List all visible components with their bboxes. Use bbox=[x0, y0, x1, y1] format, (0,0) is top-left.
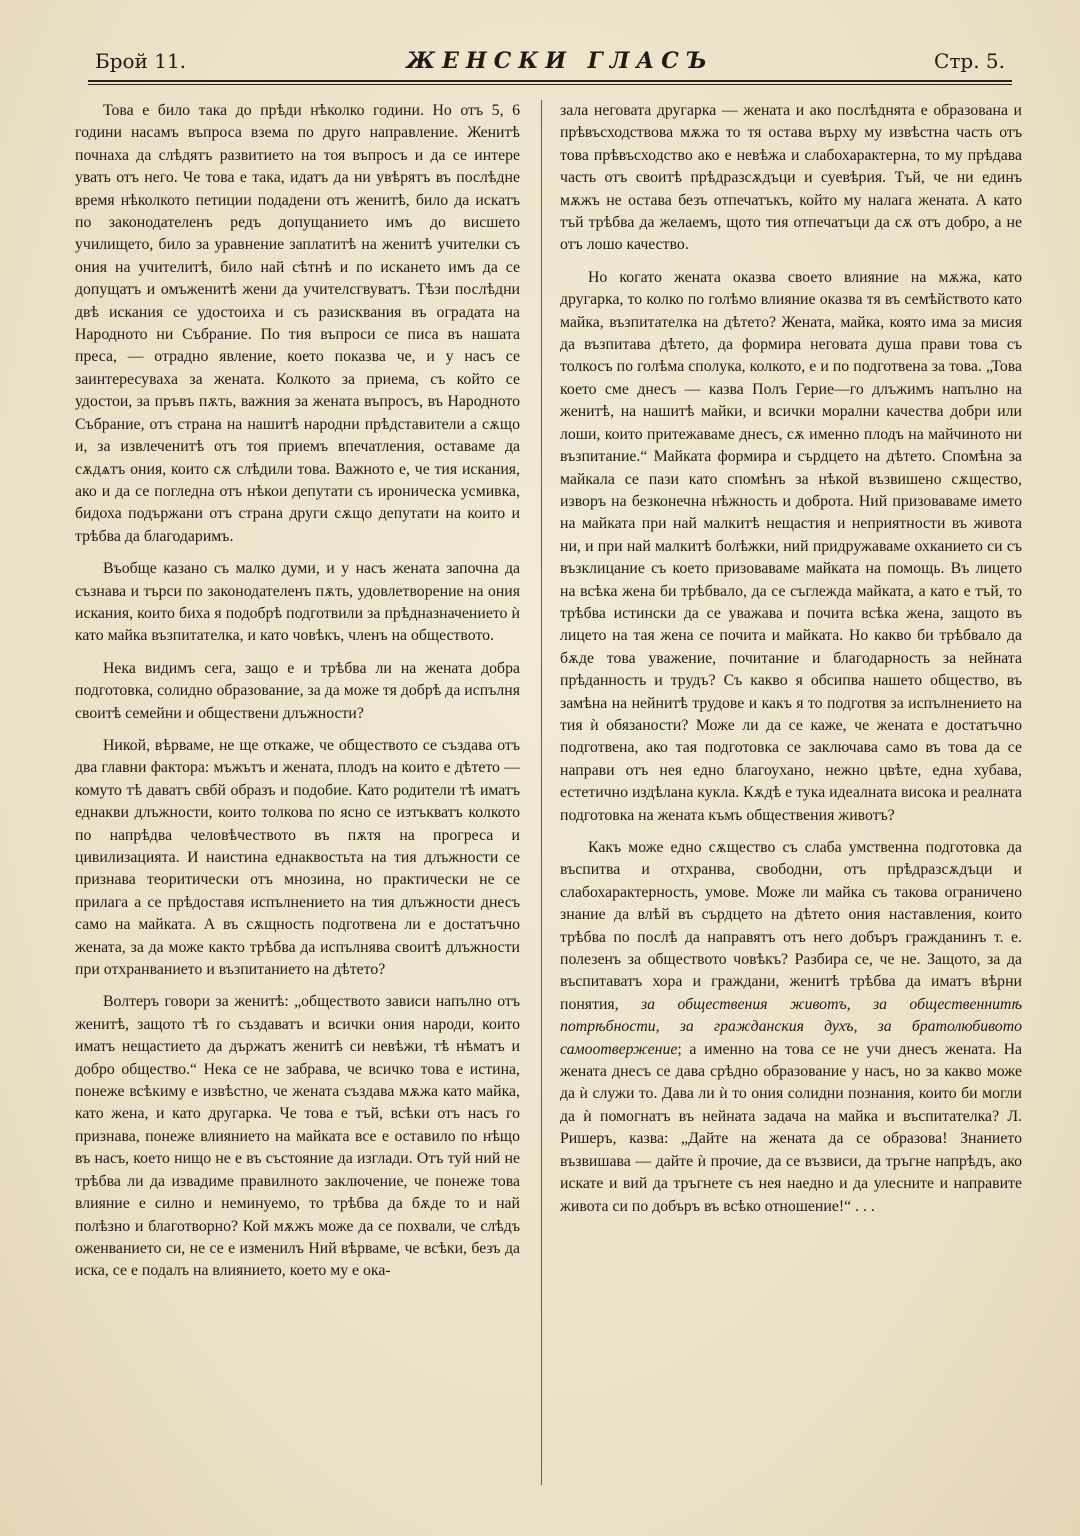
page-header bbox=[95, 44, 1005, 78]
paragraph: Но когато жената оказва своето влияние на мѫжа, като другарка, то колко по голѣмо влияние оказва тя въ семѣйството като майка, възпитателка на дѣтето? Жената, майка, която има за мисия да възпитава дѣтето, да формира неговата душа прави това съ толкосъ по голѣма сполука, колкото, е и по подготвена за това. „Това което сме днесъ — казва Полъ Герие—го длъжимъ напълно на женитѣ, на нашитѣ майки, и всички морални качества добри или лоши, които притежаваме днесъ, сѫ именно плодъ на майчиното ни възпитание.“ Майката формира и сърдцето на дѣтето. Спомѣна за майкала се пази като спомѣнъ за нѣкой възвишено сѫщество, изворъ на безконечна нѣжность и доброта. Ний призоваваме името на майката при най малкитѣ нещастия и неприятности въ живота ни, и при най малкитѣ болѣжки, ний придружаваме охканието си съ възклицание съ което призоваваме майката на помощь. Въ лицето на всѣка жена би трѣбвало, да се съглежда майката, а като е тъй, то трѣбва истински да се уважава и почита всѣка жена, защото въ лицето на тая жена се почита и майката. Но какво би трѣбвало да бѫде това уважение, почитание и благодарность за нейната прѣданность и трудъ? Съ какво я обсипва нашето общество, въ замѣна на нейнитѣ трудове и какъ я то подготвя за испълнението на тия ѝ обязаности? Може ли да се каже, че жената е достатъчно подготвена, ако тая подготовка се заключава само въ това да се направи отъ нея едно благоухано, нежно цвѣте, една хубава, естетично издѣлана кукла. Кѫдѣ е тука идеалната висока и реалната подготовка на жената къмъ обществения животъ? bbox=[560, 268, 1022, 824]
paragraph: Никой, вѣрваме, не ще откаже, че обществото се създава отъ два главни фактора: мъжътъ и жената, плодъ на които е дѣтето — комуто тѣ даватъ свбй образъ и подобие. Като родители тѣ иматъ еднакви длъжности, които толкова по ясно се изтъкватъ колкото по напрѣдва человѣчеството въ пѫтя на прогреса и цивилизацията. И наистина еднаквостьта на тия длъжности се признава теоритически отъ мнозина, но практически не се прилага а се прѣдоставя испълнението на тия длъжности днесъ само на майката. А въ сѫщность подготвена ли е достатъчно жената, за да може както трѣбва да испълнява своитѣ длъжности при отхранванието и възпитанието на дѣтето? bbox=[75, 736, 520, 979]
page-number: Стр. 5. bbox=[934, 49, 1005, 73]
paragraph-text: ; а именно на това се не учи днесъ жената. На жената днесъ се дава срѣдно образование у насъ, но за какво може да ѝ служи то. Дава ли ѝ то ония солидни познания, които би могли да ѝ помогнатъ въ нейната задача на майка и въспитателка? Л. Ришеръ, казва: „Дайте на жената да се образова! Знанието възвишава — дайте ѝ прочие, да се възвиси, да тръгне напрѣдъ, ако искате и вий да тръгнете съ нея наедно и да улесните и направите живота си по добъръ въ всѣко отношение!“ . . . bbox=[560, 1040, 1022, 1215]
paragraph: Въобще казано съ малко думи, и у насъ жената започна да съзнава и търси по законодателенъ пѫть, удовлетворение на ония искания, които биха я подобрѣ подготвили за прѣдназначението ѝ като майка възпитателка, и като човѣкъ, членъ на обществото. bbox=[75, 560, 520, 645]
paragraph: Това е било така до прѣди нѣколко години. Но отъ 5, 6 години насамъ въпроса взема по друго направление. Женитѣ почнаха да слѣдятъ развитието на тоя въпросъ и да се интере увать отъ него. Че това е така, идатъ да ни увѣрятъ въ послѣдне время нѣколкото петиции подадени отъ женитѣ, било да искатъ по законодателенъ редъ допущанието имъ до висшето училището, било за уравнение заплатитѣ на женитѣ учителки съ ония на учителитѣ, било най сѣтнѣ и по искането имъ да се допущатъ и омъженитѣ жени да учителсгвуватъ. Тѣзи послѣдни двѣ искания се удостоиха и съ разисквания въ оградата на Народното ни Събрание. По тия въпроси се писа въ нашата преса, — отрадно явление, което показва че, и у насъ се заинтересуваха за жената. Колкото за приема, съ който се удостои, за пръвъ пѫть, важния за жената въпросъ, въ Народното Събрание, отъ страна на нашитѣ народни прѣдставители а сѫщо и, за извлеченитѣ отъ тоя приемъ впечатления, оставаме да сѫдѧтъ ония, които сѫ слѣдили това. Важното е, че тия искания, ако и да се погледна отъ нѣкои депутати съ ироническа усмивка, бидоха подържани отъ страна други сѫщо депутати на които и трѣбва да благодаримъ. bbox=[75, 102, 520, 545]
paragraph: Волтеръ говори за женитѣ: „обществото зависи напълно отъ женитѣ, защото тѣ го създаватъ и всички ония народи, които иматъ нещастието да държатъ женитѣ си невѣжи, тѣ нѣматъ и добро общество.“ Нека се не забрава, че всичко това е истина, понеже всѣкиму е извѣстно, че жената създава мѫжа като майка, като жена, и като другарка. Че това е тъй, всѣки отъ насъ го признава, понеже влиянието на майката все е оставило по нѣщо въ насъ, което нищо не е въ състояние да изглади. Отъ туй ний не трѣбва ли да извадиме правилното заключение, че понеже това влияние е силно и неминуемо, то трѣбва да бѫде то и най полѣзно и благотворно? Кой мѫжъ може да се похвали, че слѣдъ оженванието си, не се е изменилъ Ний вѣрваме, че всѣки, безъ да иска, се е подалъ на влиянието, което му е ока- bbox=[75, 993, 520, 1280]
paragraph: зала неговата другарка — жената и ако послѣднята е образована и прѣвъсходствова мѫжа то тя остава върху му извѣстна часть отъ това прѣвъсходство ако е невѣжа и слабохарактерна, то му прѣдава часть отъ своитѣ прѣдразсѫдъци и суевѣрия. Тъй, че ни единъ мѫжъ не остава безъ отпечатъкъ, който му налага жената. А като тъй трѣбва да желаемъ, щото тия отпечатъци да сѫ отъ добро, а не отъ лошо качество. bbox=[560, 102, 1022, 254]
header-rule-thin bbox=[88, 84, 1012, 85]
header-rule bbox=[88, 80, 1012, 82]
issue-number: Брой 11. bbox=[95, 49, 187, 73]
left-column bbox=[75, 100, 520, 1293]
paragraph: Нека видимъ сега, защо е и трѣбва ли на жената добра подготовка, солидно образование, за да може тя добрѣ да испълня своитѣ семейни и обществени длъжности? bbox=[75, 659, 520, 722]
right-column bbox=[560, 100, 1022, 1228]
newspaper-title: ЖЕНСКИ ГЛАСЪ bbox=[406, 48, 714, 74]
column-divider bbox=[541, 100, 542, 1485]
paragraph-text: Какъ може едно сѫщество съ слаба умственна подготовка да въспитва и отхранва, свободни, отъ прѣдразсѫдъци и слабохарактерность, умове. Може ли майка съ такова ограничено знание да влѣй въ сърдцето на дѣтето ония наставления, които трѣбва по послѣ да направятъ отъ него добъръ гражданинъ т. е. полезенъ за обществото човѣкъ? Разбира се, че не. Защото, за да въспитаватъ хора и граждани, женитѣ трѣбва да иматъ вѣрни понятия, bbox=[560, 839, 1022, 1013]
paragraph bbox=[560, 837, 1022, 1218]
italic-phrase: за обществения животъ, за общественнитѣ потрѣбности, за гражданския духъ, за братолюбивото самоотвержение bbox=[560, 995, 1022, 1058]
